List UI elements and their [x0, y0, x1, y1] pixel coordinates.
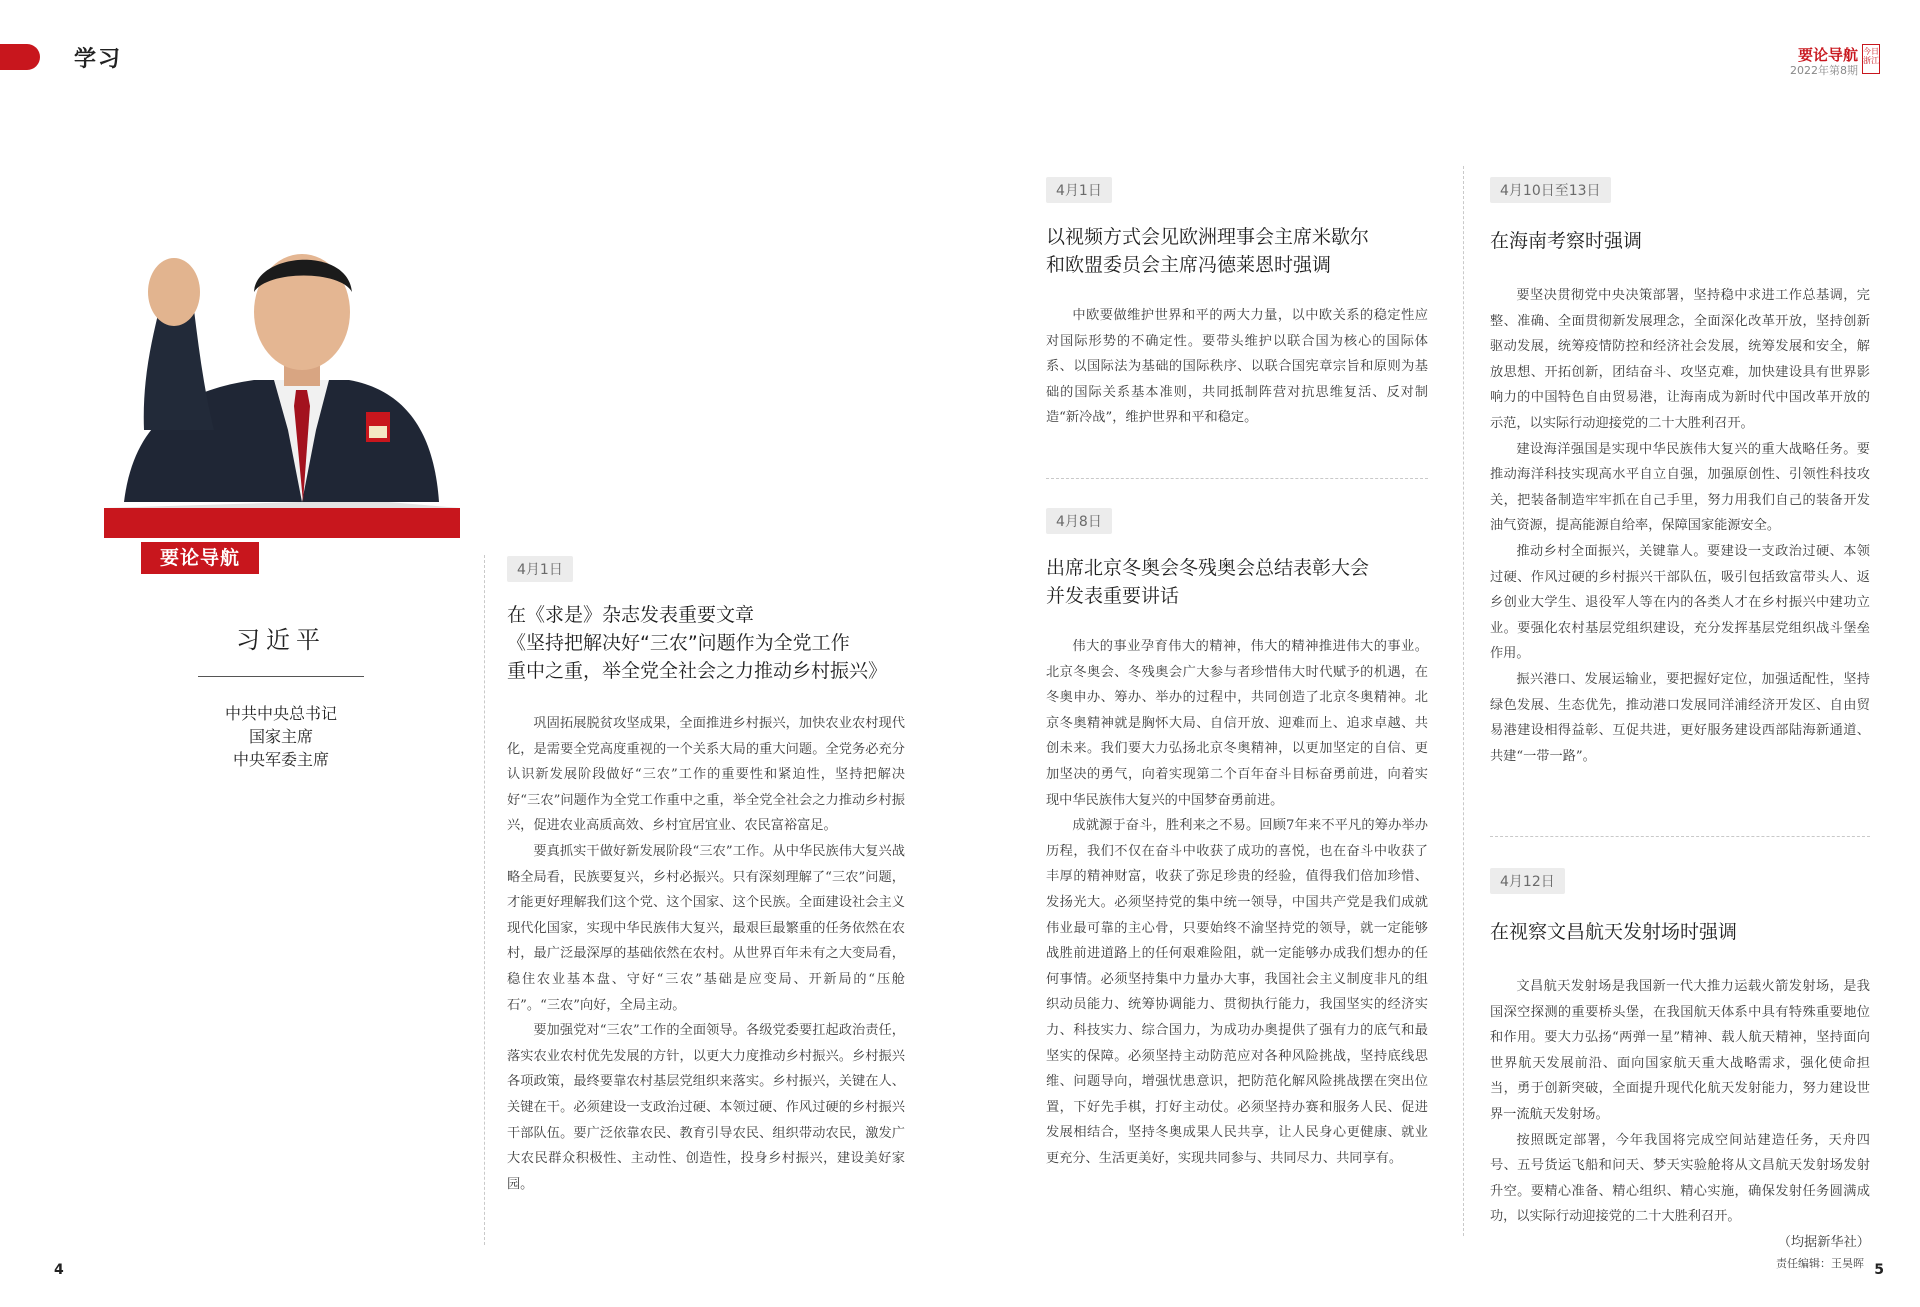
article-olympics — [1046, 508, 1428, 1171]
paragraph: 建设海洋强国是实现中华民族伟大复兴的重大战略任务。要推动海洋科技实现高水平自立自强，加强原创性、引领性科技攻关，把装备制造牢牢抓在自己手里，努力用我们自己的装备开发油气资源，提高能源自给率，保障国家能源安全。 — [1490, 441, 1870, 534]
article-eu-meeting — [1046, 177, 1428, 431]
article-body — [507, 711, 905, 1197]
column-divider — [484, 555, 485, 1245]
article-title: 以视频方式会见欧洲理事会主席米歇尔 — [1046, 226, 1370, 248]
article-body — [1490, 974, 1870, 1230]
title-line: 中共中央总书记 — [224, 704, 337, 723]
section-badge: 要论导航 — [141, 542, 259, 574]
article-body — [1046, 634, 1428, 1171]
section-label: 学习 — [74, 47, 123, 72]
date-tag: 4月10日至13日 — [1490, 177, 1611, 203]
paragraph: 伟大的事业孕育伟大的精神，伟大的精神推进伟大的事业。北京冬奥会、冬残奥会广大参与者珍惜伟大时代赋予的机遇，在冬奥申办、筹办、举办的过程中，共同创造了北京冬奥精神。北京冬奥精神就是胸怀大局、自信开放、迎难而上、追求卓越、共创未来。我们要大力弘扬北京冬奥精神，以更加坚定的自信、更加坚决的勇气，向着实现第二个百年奋斗目标奋勇前进，向着实现中华民族伟大复兴的中国梦奋勇前进。 — [1046, 639, 1428, 808]
paragraph: 推动乡村全面振兴，关键靠人。要建设一支政治过硬、本领过硬、作风过硬的乡村振兴干部队伍，吸引包括致富带头人、返乡创业大学生、退役军人等在内的各类人才在乡村振兴中建功立业。要强化农村基层党组织建设，充分发挥基层党组织战斗堡垒作用。 — [1490, 543, 1870, 662]
title-line: 中央军委主席 — [232, 750, 329, 769]
paragraph: 按照既定部署，今年我国将完成空间站建造任务，天舟四号、五号货运飞船和问天、梦天实验舱将从文昌航天发射场发射升空。要精心准备、精心组织、精心实施，确保发射任务圆满成功，以实际行动迎接党的二十大胜利召开。 — [1490, 1132, 1870, 1225]
person-name: 习近平 — [236, 626, 326, 654]
paragraph: 要坚决贯彻党中央决策部署，坚持稳中求进工作总基调，完整、准确、全面贯彻新发展理念，全面深化改革开放，坚持创新驱动发展，统筹疫情防控和经济社会发展，统筹发展和安全，解放思想、开拓创新，团结奋斗、攻坚克难，加快建设具有世界影响力的中国特色自由贸易港，让海南成为新时代中国改革开放的示范，以实际行动迎接党的二十大胜利召开。 — [1490, 288, 1870, 431]
source-note: （均据新华社） — [1777, 1234, 1870, 1250]
paragraph: 文昌航天发射场是我国新一代大推力运载火箭发射场，是我国深空探测的重要桥头堡，在我国航天体系中具有特殊重要地位和作用。要大力弘扬“两弹一星”精神、载人航天精神，坚持面向世界航天发展前沿、面向国家航天重大战略需求，强化使命担当，勇于创新突破，全面提升现代化航天发射能力，努力建设世界一流航天发射场。 — [1490, 979, 1870, 1122]
title-line: 国家主席 — [248, 727, 313, 746]
magazine-title: 要论导航 — [1797, 46, 1858, 64]
magazine-logo: 今日浙江 — [1862, 44, 1880, 74]
page-number-right: 5 — [1874, 1262, 1884, 1278]
article-hainan — [1490, 177, 1870, 769]
person-titles — [190, 702, 372, 771]
article-separator — [1490, 836, 1870, 837]
article-title: 并发表重要讲话 — [1046, 585, 1180, 607]
date-tag: 4月12日 — [1490, 868, 1565, 894]
page-number-left: 4 — [54, 1262, 64, 1278]
article-wenchang — [1490, 868, 1870, 1256]
paragraph: 中欧要做维护世界和平的两大力量，以中欧关系的稳定性应对国际形势的不确定性。要带头维护以联合国为核心的国际体系、以国际法为基础的国际秩序、以联合国宪章宗旨和原则为基础的国际关系基本准则，共同抵制阵营对抗思维复活、反对制造“新冷战”，维护世界和平和稳定。 — [1046, 308, 1428, 426]
article-title: 和欧盟委员会主席冯德莱恩时强调 — [1046, 254, 1332, 276]
paragraph: 要真抓实干做好新发展阶段“三农”工作。从中华民族伟大复兴战略全局看，民族要复兴，乡村必振兴。只有深刻理解了“三农”问题，才能更好理解我们这个党、这个国家、这个民族。全面建设社会主义现代化国家，实现中华民族伟大复兴，最艰巨最繁重的任务依然在农村，最广泛最深厚的基础依然在农村。从世界百年未有之大变局看，稳住农业基本盘、守好“三农”基础是应变局、开新局的“压舱石”。“三农”向好，全局主动。 — [507, 843, 905, 1013]
paragraph: 振兴港口、发展运输业，要把握好定位，加强适配性，坚持绿色发展、生态优先，推动港口发展同洋浦经济开发区、自由贸易港建设相得益彰、互促共进，更好服务建设西部陆海新通道、共建“一带一路”。 — [1490, 671, 1870, 764]
column-divider — [1463, 166, 1464, 1236]
editor-credit: 责任编辑：王昊晖 — [1776, 1257, 1864, 1270]
article-title: 在《求是》杂志发表重要文章 — [507, 604, 755, 626]
paragraph: 巩固拓展脱贫攻坚成果，全面推进乡村振兴，加快农业农村现代化，是需要全党高度重视的一个关系大局的重大问题。全党务必充分认识新发展阶段做好“三农”工作的重要性和紧迫性，坚持把解决好“三农”问题作为全党工作重中之重，举全党全社会之力推动乡村振兴，促进农业高质高效、乡村宜居宜业、农民富裕富足。 — [507, 716, 905, 834]
article-title: 《坚持把解决好“三农”问题作为全党工作 — [507, 632, 850, 654]
portrait-photo — [104, 230, 460, 538]
article-qiushi — [507, 556, 905, 1197]
date-tag: 4月8日 — [1046, 508, 1112, 534]
date-tag: 4月1日 — [507, 556, 573, 582]
article-title: 在视察文昌航天发射场时强调 — [1490, 921, 1738, 943]
section-marker — [0, 44, 40, 70]
article-title: 在海南考察时强调 — [1490, 230, 1643, 252]
article-separator — [1046, 478, 1428, 479]
paragraph: 要加强党对“三农”工作的全面领导。各级党委要扛起政治责任，落实农业农村优先发展的方针，以更大力度推动乡村振兴。乡村振兴各项政策，最终要靠农村基层党组织来落实。乡村振兴，关键在人、关键在干。必须建设一支政治过硬、本领过硬、作风过硬的乡村振兴干部队伍。要广泛依靠农民、教育引导农民、组织带动农民，激发广大农民群众积极性、主动性、创造性，投身乡村振兴，建设美好家园。 — [507, 1023, 905, 1192]
article-title: 出席北京冬奥会冬残奥会总结表彰大会 — [1046, 557, 1370, 579]
name-divider — [198, 676, 364, 677]
article-body — [1046, 303, 1428, 431]
article-body — [1490, 283, 1870, 769]
date-tag: 4月1日 — [1046, 177, 1112, 203]
paragraph: 成就源于奋斗，胜利来之不易。回顾7年来不平凡的筹办举办历程，我们不仅在奋斗中收获了成功的喜悦，也在奋斗中收获了丰厚的精神财富，收获了弥足珍贵的经验，值得我们倍加珍惜、发扬光大。必须坚持党的集中统一领导，中国共产党是我们成就伟业最可靠的主心骨，只要始终不渝坚持党的领导，就一定能够战胜前进道路上的任何艰难险阻，就一定能够办成我们想办的任何事情。必须坚持集中力量办大事，我国社会主义制度非凡的组织动员能力、统筹协调能力、贯彻执行能力，我国坚实的经济实力、科技实力、综合国力，为成功办奥提供了强有力的底气和最坚实的保障。必须坚持主动防范应对各种风险挑战，坚持底线思维、问题导向，增强忧患意识，把防范化解风险挑战摆在突出位置，下好先手棋，打好主动仗。必须坚持办赛和服务人民、促进发展相结合，坚持冬奥成果人民共享，让人民身心更健康、就业更充分、生活更美好，实现共同参与、共同尽力、共同享有。 — [1046, 818, 1428, 1166]
article-title: 重中之重，举全党全社会之力推动乡村振兴》 — [507, 660, 888, 682]
issue-number: 2022年第8期 — [1790, 64, 1858, 77]
